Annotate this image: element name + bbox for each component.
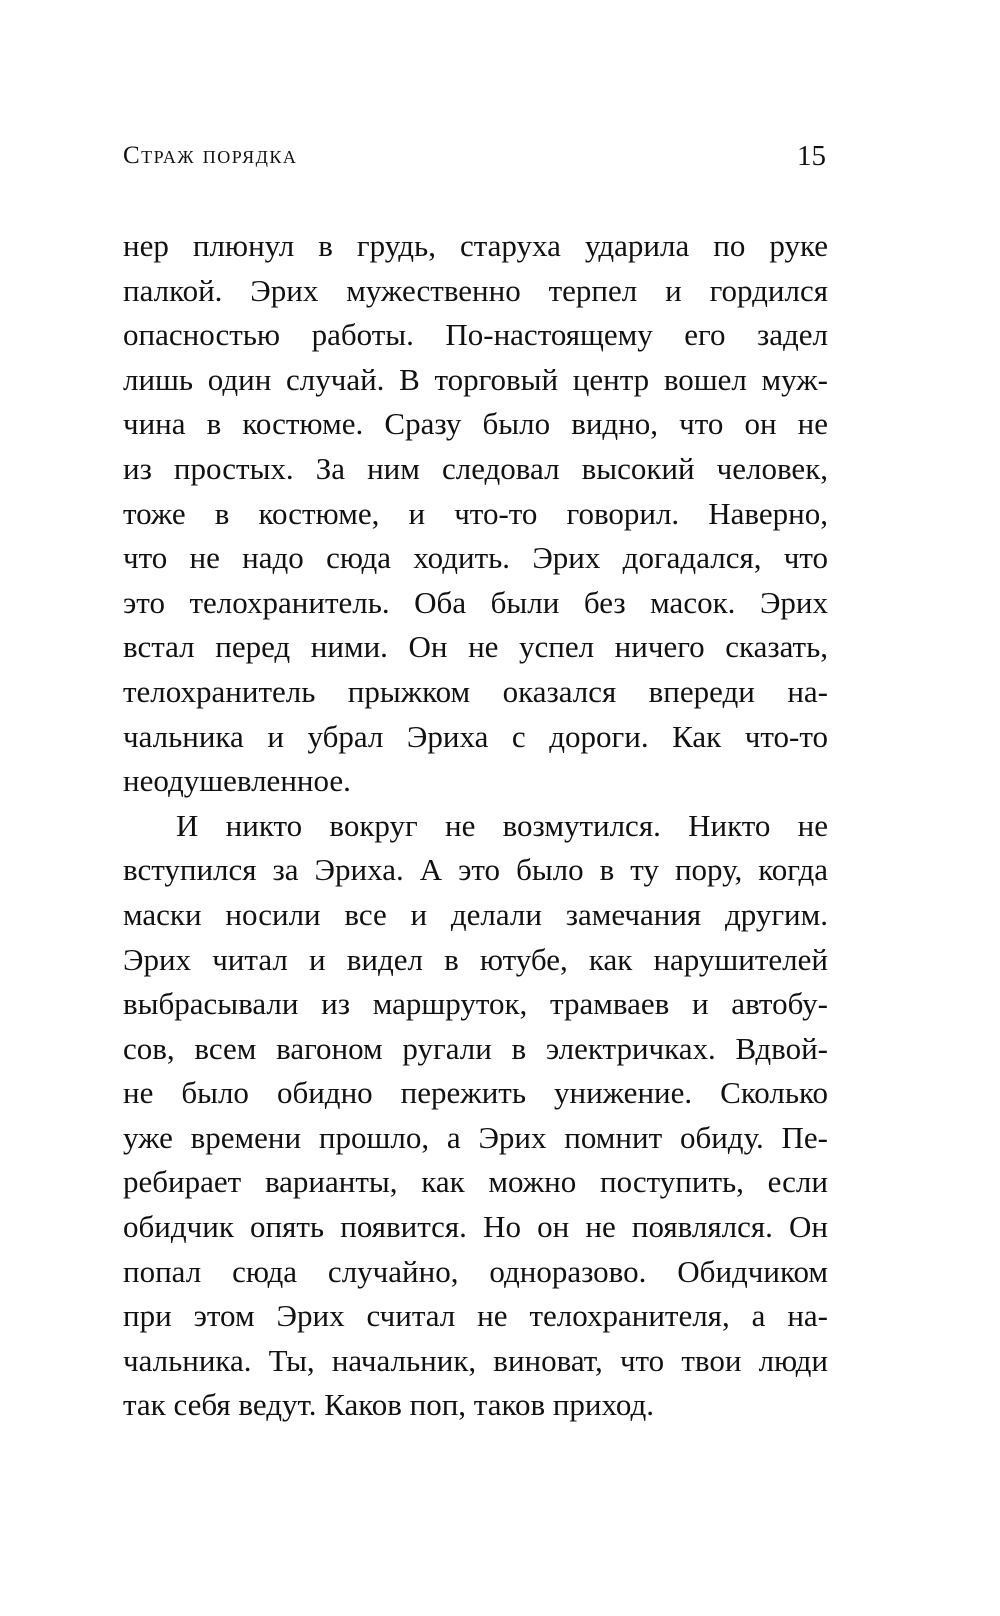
text-line: не было обидно пережить унижение. Сколько <box>123 1075 828 1111</box>
text-line: встал перед ними. Он не успел ничего сказать, <box>123 629 828 665</box>
text-line: что не надо сюда ходить. Эрих догадался, что <box>123 540 828 576</box>
page-number: 15 <box>797 140 826 172</box>
running-head <box>123 140 826 180</box>
text-line: опасностью работы. По-настоящему его задел <box>123 317 828 353</box>
paragraph-1 <box>123 224 828 804</box>
text-line: чальника и убрал Эриха с дороги. Как что-то <box>123 718 828 754</box>
text-line: из простых. За ним следовал высокий человек, <box>123 450 828 486</box>
text-line: лишь один случай. В торговый центр вошел муж- <box>123 361 828 397</box>
text-line: тоже в костюме, и что-то говорил. Наверно, <box>123 495 828 531</box>
text-line: попал сюда случайно, одноразово. Обидчиком <box>123 1253 828 1289</box>
text-line: вступился за Эриха. А это было в ту пору, когда <box>123 852 828 888</box>
paragraph-2 <box>123 804 828 1428</box>
text-line: ребирает варианты, как можно поступить, если <box>123 1164 828 1200</box>
text-line: И никто вокруг не возмутился. Никто не <box>176 807 828 843</box>
text-line: маски носили все и делали замечания другим. <box>123 896 828 932</box>
text-line: палкой. Эрих мужественно терпел и гордился <box>123 272 828 308</box>
text-line: уже времени прошло, а Эрих помнит обиду. Пе- <box>123 1119 828 1155</box>
text-line: телохранитель прыжком оказался впереди на- <box>123 673 828 709</box>
chapter-title: Страж порядка <box>123 142 298 169</box>
text-line: Эрих читал и видел в ютубе, как нарушителей <box>123 941 828 977</box>
text-line: обидчик опять появится. Но он не появлялся. Он <box>123 1209 828 1245</box>
text-line: выбрасывали из маршруток, трамваев и автобу- <box>123 986 828 1022</box>
text-line: чина в костюме. Сразу было видно, что он не <box>123 406 828 442</box>
text-line: так себя ведут. Каков поп, таков приход. <box>123 1387 654 1423</box>
text-line: это телохранитель. Оба были без масок. Эрих <box>123 584 828 620</box>
text-line: чальника. Ты, начальник, виноват, что твои люди <box>123 1342 828 1378</box>
body-text <box>123 224 828 1428</box>
text-line: неодушевленное. <box>123 763 351 799</box>
text-line: нер плюнул в грудь, старуха ударила по руке <box>123 228 828 263</box>
text-line: при этом Эрих считал не телохранителя, а на- <box>123 1298 828 1334</box>
text-line: сов, всем вагоном ругали в электричках. Вдвой- <box>123 1030 828 1066</box>
